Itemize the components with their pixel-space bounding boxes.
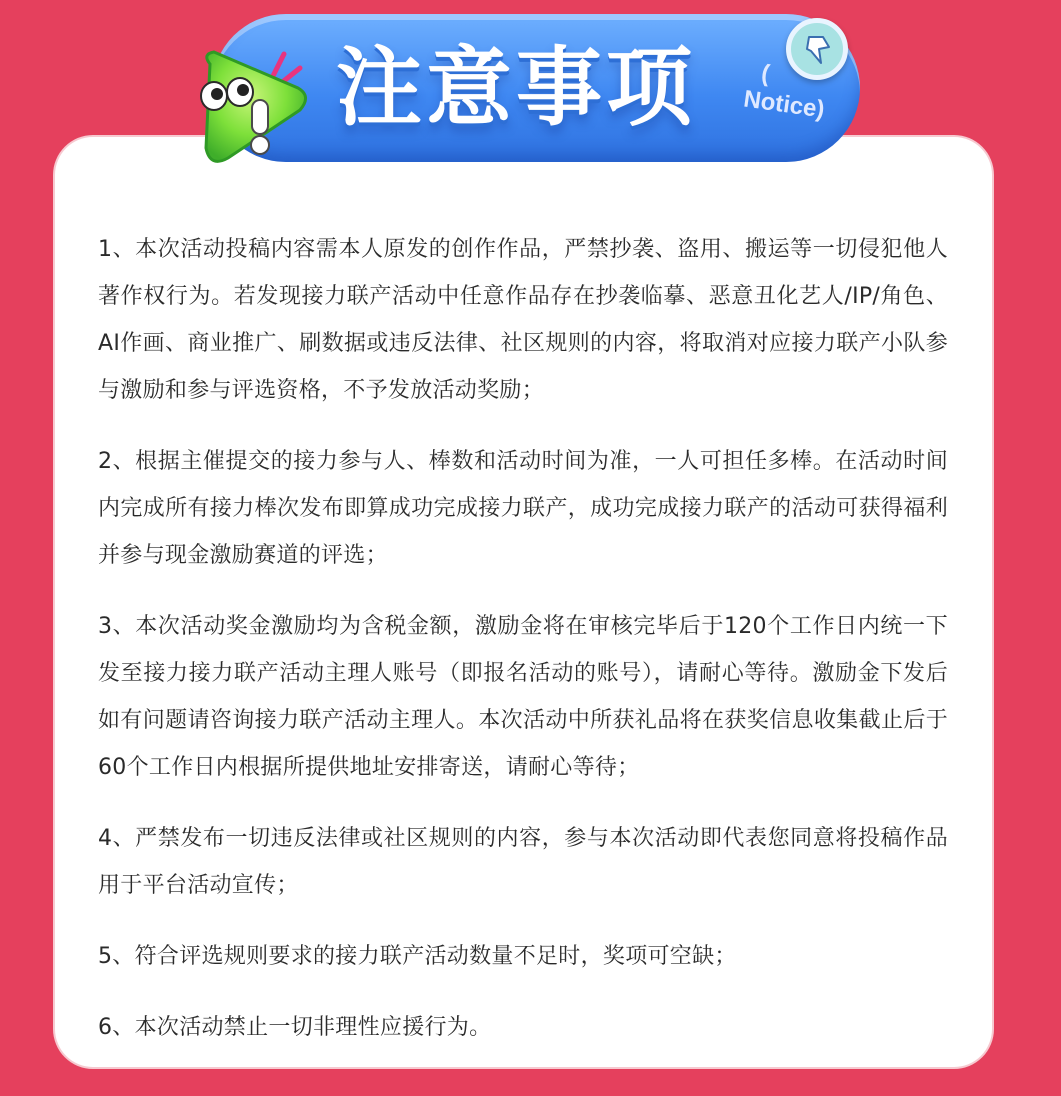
subtitle-open-paren: ( [759,59,772,88]
page-title: 注意事项 [336,38,696,138]
notice-item-4: 4、严禁发布一切违反法律或社区规则的内容，参与本次活动即代表您同意将投稿作品用于平台活动宣传； [98,826,948,898]
notice-item-3: 3、本次活动奖金激励均为含税金额，激励金将在审核完毕后于120个工作日内统一下发至接力接力联产活动主理人账号（即报名活动的账号），请耐心等待。激励金下发后如有问题请咨询接力联产活动主理人。本次活动中所获礼品将在获奖信息收集截止后于60个工作日内根据所提供地址安排寄送，请耐心等待； [98,614,948,780]
subtitle-word: Notice) [741,85,827,124]
notice-item-2: 2、根据主催提交的接力参与人、棒数和活动时间为准，一人可担任多棒。在活动时间内完成所有接力棒次发布即算成功完成接力联产，成功完成接力联产的活动可获得福利并参与现金激励赛道的评选； [98,449,948,568]
notice-list [98,226,948,1075]
notice-item-6: 6、本次活动禁止一切非理性应援行为。 [98,1015,492,1040]
pin-icon [786,18,848,80]
notice-item-5: 5、符合评选规则要求的接力联产活动数量不足时，奖项可空缺； [98,944,737,969]
notice-item-1: 1、本次活动投稿内容需本人原发的创作作品，严禁抄袭、盗用、搬运等一切侵犯他人著作权行为。若发现接力联产活动中任意作品存在抄袭临摹、恶意丑化艺人/IP/角色、AI作画、商业推广、刷数据或违反法律、社区规则的内容，将取消对应接力联产小队参与激励和参与评选资格，不予发放活动奖励； [98,237,948,403]
alert-mascot-icon [180,44,320,174]
